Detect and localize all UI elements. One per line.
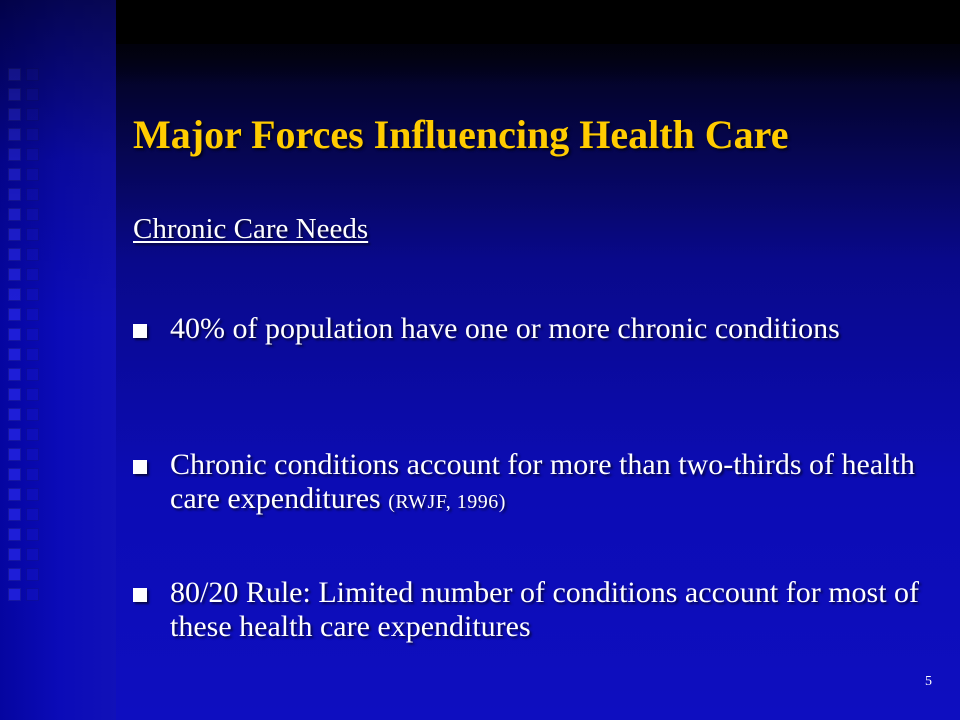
decorative-square <box>8 448 21 461</box>
decorative-square <box>26 408 39 421</box>
decorative-square <box>26 428 39 441</box>
bullet-text-content: 40% of population have one or more chronic conditions <box>170 312 840 345</box>
decorative-square <box>8 328 21 341</box>
decorative-square <box>26 448 39 461</box>
decorative-square <box>8 548 21 561</box>
decorative-square <box>26 388 39 401</box>
decorative-square <box>8 68 21 81</box>
bullet-text <box>170 448 930 519</box>
decorative-square <box>26 528 39 541</box>
decorative-square <box>26 348 39 361</box>
decorative-square <box>8 268 21 281</box>
top-dark-band <box>116 0 960 44</box>
left-decorative-band <box>0 0 116 720</box>
decorative-square <box>26 488 39 501</box>
decorative-square <box>8 528 21 541</box>
decorative-square <box>26 188 39 201</box>
decorative-square <box>8 488 21 501</box>
decorative-square <box>26 88 39 101</box>
decorative-square <box>8 188 21 201</box>
decorative-square <box>8 148 21 161</box>
decorative-square <box>26 468 39 481</box>
decorative-square <box>26 568 39 581</box>
decorative-square <box>26 128 39 141</box>
decorative-square <box>8 168 21 181</box>
decorative-square <box>26 248 39 261</box>
decorative-square <box>8 88 21 101</box>
page-number: 5 <box>925 674 932 689</box>
decorative-square <box>8 508 21 521</box>
decorative-square <box>8 588 21 601</box>
square-bullet-icon <box>133 324 147 338</box>
square-bullet-icon <box>133 588 147 602</box>
decorative-square <box>8 248 21 261</box>
decorative-square <box>8 308 21 321</box>
decorative-square <box>26 288 39 301</box>
decorative-square <box>8 408 21 421</box>
square-bullet-icon <box>133 460 147 474</box>
decorative-square <box>26 148 39 161</box>
decorative-squares <box>8 68 22 608</box>
decorative-square <box>26 108 39 121</box>
citation: (RWJF, 1996) <box>388 491 506 513</box>
section-subheading: Chronic Care Needs <box>133 213 369 245</box>
decorative-square <box>26 208 39 221</box>
decorative-square <box>26 268 39 281</box>
decorative-square <box>26 308 39 321</box>
decorative-square <box>26 508 39 521</box>
top-gradient-band <box>116 44 960 84</box>
bullet-text <box>170 576 930 644</box>
bullet-text <box>170 312 930 346</box>
decorative-square <box>8 368 21 381</box>
decorative-square <box>26 168 39 181</box>
bullet-text-content: Chronic conditions account for more than two-thirds of health care expenditures <box>170 448 915 515</box>
decorative-square <box>8 388 21 401</box>
decorative-square <box>8 428 21 441</box>
decorative-square <box>8 228 21 241</box>
decorative-square <box>26 548 39 561</box>
decorative-square <box>26 368 39 381</box>
decorative-square <box>8 568 21 581</box>
decorative-square <box>8 108 21 121</box>
slide-title: Major Forces Influencing Health Care <box>133 112 789 157</box>
decorative-square <box>8 208 21 221</box>
decorative-square <box>26 588 39 601</box>
decorative-square <box>8 468 21 481</box>
decorative-square <box>26 228 39 241</box>
decorative-square <box>8 348 21 361</box>
decorative-square <box>26 68 39 81</box>
decorative-square <box>8 128 21 141</box>
decorative-square <box>26 328 39 341</box>
decorative-square <box>8 288 21 301</box>
decorative-squares-faded <box>26 68 40 608</box>
bullet-text-content: 80/20 Rule: Limited number of conditions account for most of these health care expenditures <box>170 576 920 643</box>
